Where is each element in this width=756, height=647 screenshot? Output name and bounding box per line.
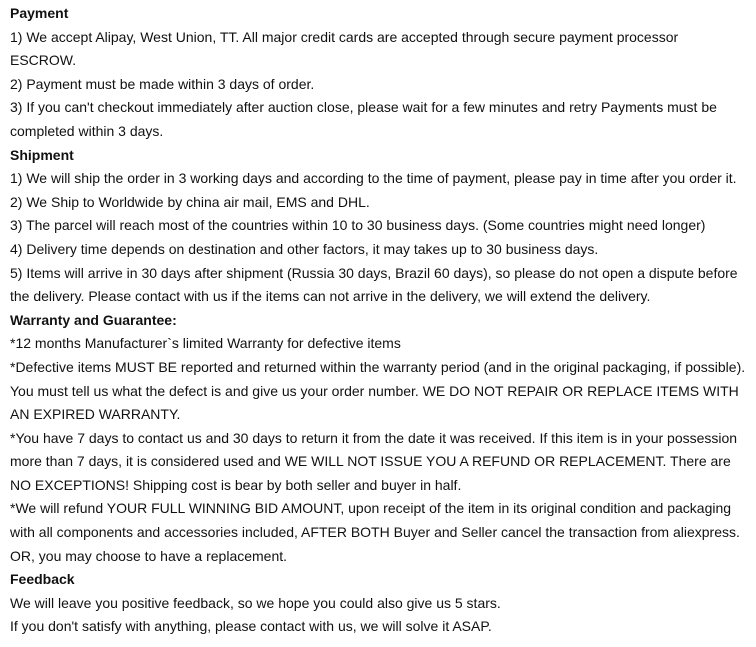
shipment-line: 5) Items will arrive in 30 days after shipment (Russia 30 days, Brazil 60 days), so please do not open a dispute before the delivery. Please contact with us if the items can not arrive in the delivery, we will extend the delivery. bbox=[10, 264, 738, 305]
shipment-section bbox=[10, 144, 746, 309]
payment-section bbox=[10, 2, 746, 144]
payment-heading: Payment bbox=[10, 5, 69, 21]
warranty-line: *We will refund YOUR FULL WINNING BID AMOUNT, upon receipt of the item in its original condition and packaging with all components and accessories included, AFTER BOTH Buyer and Seller cancel the transaction from aliexpress. OR, you may choose to have a replacement. bbox=[10, 500, 740, 564]
warranty-heading: Warranty and Guarantee: bbox=[10, 311, 177, 328]
feedback-line: We will leave you positive feedback, so we hope you could also give us 5 stars. bbox=[10, 594, 501, 611]
feedback-line: If you don't satisfy with anything, please contact with us, we will solve it ASAP. bbox=[10, 618, 492, 635]
warranty-line: *12 months Manufacturer`s limited Warranty for defective items bbox=[10, 335, 401, 352]
shipment-heading: Shipment bbox=[10, 146, 74, 163]
warranty-line: *Defective items MUST BE reported and returned within the warranty period (and in the original packaging, if possible). You must tell us what the defect is and give us your order number. WE DO NOT REPAIR OR REPLACE ITEMS WITH AN EXPIRED WARRANTY. bbox=[10, 358, 746, 423]
payment-line: 2) Payment must be made within 3 days of order. bbox=[10, 75, 315, 92]
shipment-line: 4) Delivery time depends on destination and other factors, it may takes up to 30 business days. bbox=[10, 240, 599, 257]
shipment-line: 2) We Ship to Worldwide by china air mail, EMS and DHL. bbox=[10, 193, 370, 210]
warranty-section bbox=[10, 309, 746, 569]
warranty-line: *You have 7 days to contact us and 30 days to return it from the date it was received. If this item is in your possession more than 7 days, it is considered used and WE WILL NOT ISSUE YOU A REFUND OR REPLACEMENT. There are NO EXCEPTIONS! Shipping cost is bear by both seller and buyer in half. bbox=[10, 429, 738, 493]
shipment-line: 1) We will ship the order in 3 working days and according to the time of payment, please pay in time after you order it. bbox=[10, 170, 737, 187]
feedback-heading: Feedback bbox=[10, 571, 75, 588]
feedback-section bbox=[10, 568, 746, 639]
payment-line: 3) If you can't checkout immediately after auction close, please wait for a few minutes and retry Payments must be completed within 3 days. bbox=[10, 99, 717, 139]
payment-line: 1) We accept Alipay, West Union, TT. All major credit cards are accepted through secure payment processor ESCROW. bbox=[10, 28, 679, 69]
shipment-line: 3) The parcel will reach most of the countries within 10 to 30 business days. (Some countries might need longer) bbox=[10, 217, 706, 234]
